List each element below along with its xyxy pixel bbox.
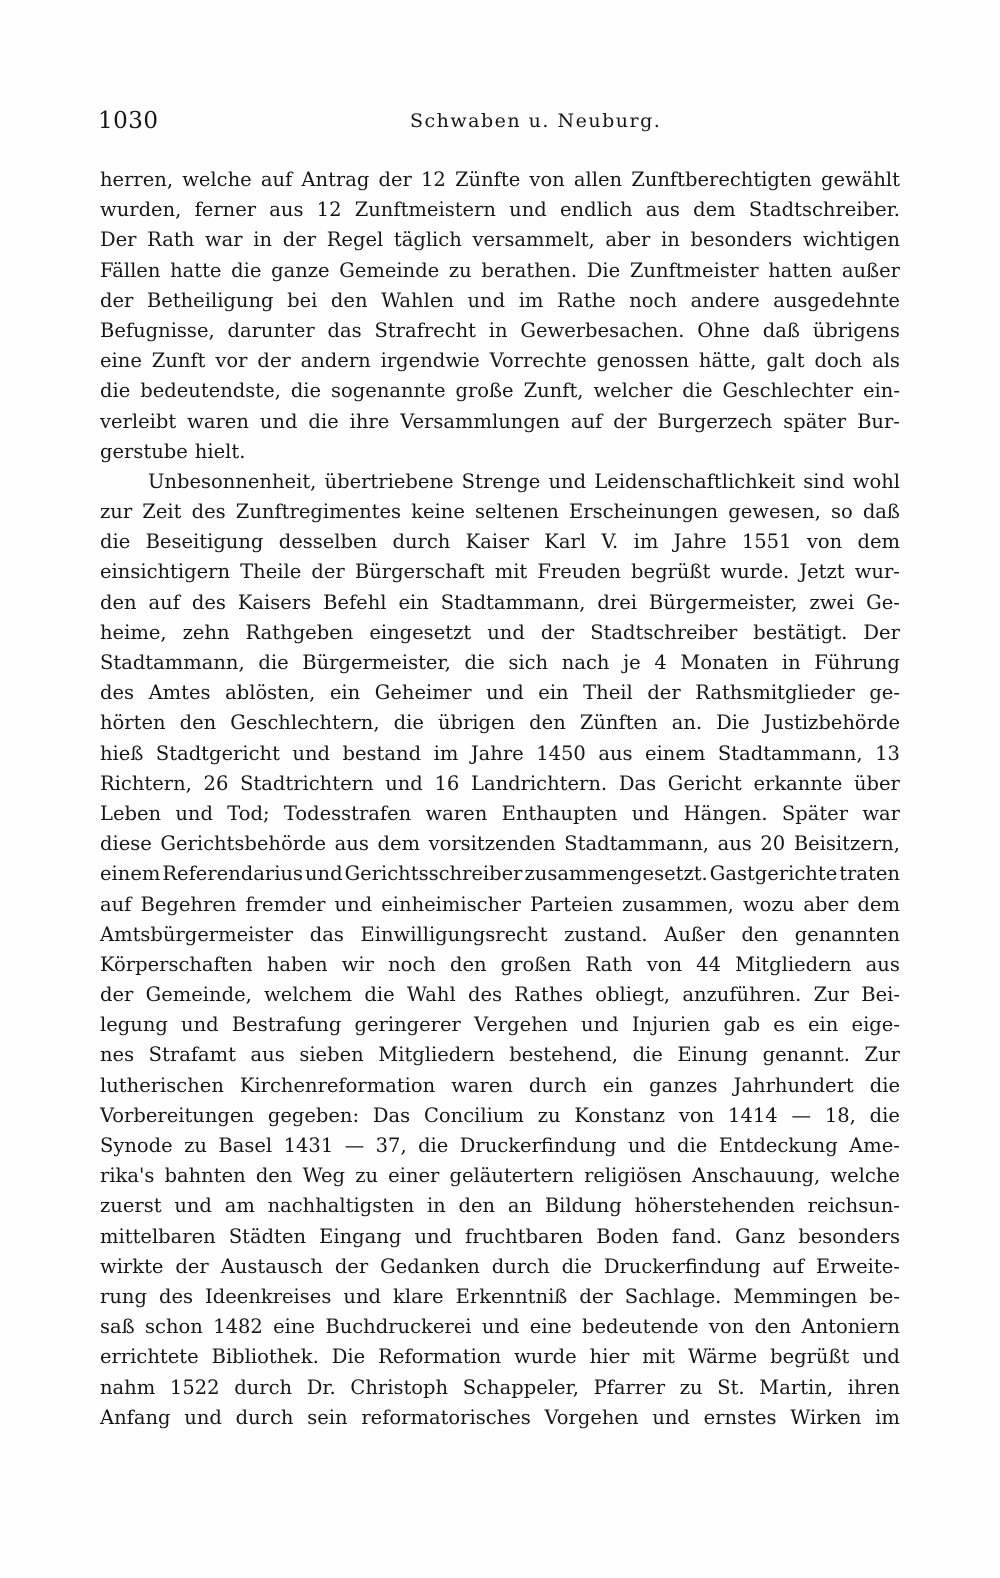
text-line: einem Referendarius und Gerichtsschreiber zusammengesetzt. Gastgerichte traten bbox=[100, 862, 900, 886]
text-line: nes Strafamt aus sieben Mitgliedern bestehend, die Einung genannt. Zur bbox=[100, 1043, 900, 1067]
text-line: legung und Bestrafung geringerer Vergehen und Injurien gab es ein eige- bbox=[100, 1013, 900, 1037]
text-line: rika's bahnten den Weg zu einer geläutertern religiösen Anschauung, welche bbox=[100, 1164, 900, 1188]
text-line: zur Zeit des Zunftregimentes keine seltenen Erscheinungen gewesen, so daß bbox=[100, 500, 900, 524]
text-line: heime, zehn Rathgeben eingesetzt und der Stadtschreiber bestätigt. Der bbox=[100, 620, 900, 644]
text-line: Amtsbürgermeister das Einwilligungsrecht zustand. Außer den genannten bbox=[100, 922, 900, 946]
text-line: zuerst und am nachhaltigsten in den an Bildung höherstehenden reichsun- bbox=[100, 1194, 900, 1218]
running-title: Schwaben u. Neuburg. bbox=[410, 110, 662, 132]
text-line: Unbesonnenheit, übertriebene Strenge und Leidenschaftlichkeit sind wohl bbox=[148, 469, 900, 493]
body-text bbox=[100, 165, 900, 1433]
text-line: Leben und Tod; Todesstrafen waren Enthaupten und Hängen. Später war bbox=[100, 801, 900, 825]
text-line: die Beseitigung desselben durch Kaiser Karl V. im Jahre 1551 von dem bbox=[100, 530, 900, 554]
text-line: hörten den Geschlechtern, die übrigen den Zünften an. Die Justizbehörde bbox=[100, 711, 900, 735]
text-line: verleibt waren und die ihre Versammlungen auf der Burgerzech später Bur- bbox=[100, 409, 900, 433]
text-line: Stadtammann, die Bürgermeister, die sich nach je 4 Monaten in Führung bbox=[100, 651, 900, 674]
text-line: wurden, ferner aus 12 Zunftmeistern und endlich aus dem Stadtschreiber. bbox=[100, 198, 900, 222]
text-line: Synode zu Basel 1431 — 37, die Druckerfindung und die Entdeckung Ame- bbox=[100, 1134, 900, 1157]
text-line: nahm 1522 durch Dr. Christoph Schappeler, Pfarrer zu St. Martin, ihren bbox=[100, 1375, 900, 1399]
text-line: diese Gerichtsbehörde aus dem vorsitzenden Stadtammann, aus 20 Beisitzern, bbox=[100, 832, 900, 856]
text-line: gerstube hielt. bbox=[100, 439, 246, 463]
text-line: der Gemeinde, welchem die Wahl des Rathes obliegt, anzuführen. Zur Bei- bbox=[100, 983, 900, 1007]
text-line: mittelbaren Städten Eingang und fruchtbaren Boden fand. Ganz besonders bbox=[100, 1224, 900, 1248]
text-line: den auf des Kaisers Befehl ein Stadtammann, drei Bürgermeister, zwei Ge- bbox=[100, 590, 900, 614]
text-line: Vorbereitungen gegeben: Das Concilium zu Konstanz von 1414 — 18, die bbox=[100, 1103, 900, 1127]
text-line: herren, welche auf Antrag der 12 Zünfte von allen Zunftberechtigten gewählt bbox=[100, 168, 900, 191]
text-line: eine Zunft vor der andern irgendwie Vorrechte genossen hätte, galt doch als bbox=[100, 349, 900, 373]
text-line: rung des Ideenkreises und klare Erkenntniß der Sachlage. Memmingen be- bbox=[100, 1284, 900, 1308]
page-number: 1030 bbox=[98, 108, 159, 134]
text-line: der Betheiligung bei den Wahlen und im Rathe noch andere ausgedehnte bbox=[100, 288, 900, 312]
text-line: saß schon 1482 eine Buchdruckerei und eine bedeutende von den Antoniern bbox=[100, 1315, 900, 1339]
text-line: auf Begehren fremder und einheimischer Parteien zusammen, wozu aber dem bbox=[100, 892, 900, 916]
text-line: Befugnisse, darunter das Strafrecht in Gewerbesachen. Ohne daß übrigens bbox=[100, 318, 900, 342]
text-line: Der Rath war in der Regel täglich versammelt, aber in besonders wichtigen bbox=[100, 228, 900, 252]
text-line: lutherischen Kirchenreformation waren durch ein ganzes Jahrhundert die bbox=[100, 1073, 900, 1097]
text-line: wirkte der Austausch der Gedanken durch die Druckerfindung auf Erweite- bbox=[100, 1254, 900, 1278]
text-line: Richtern, 26 Stadtrichtern und 16 Landrichtern. Das Gericht erkannte über bbox=[100, 771, 900, 795]
text-line: errichtete Bibliothek. Die Reformation wurde hier mit Wärme begrüßt und bbox=[100, 1345, 900, 1369]
text-line: des Amtes ablösten, ein Geheimer und ein Theil der Rathsmitglieder ge- bbox=[100, 681, 900, 705]
text-line: hieß Stadtgericht und bestand im Jahre 1450 aus einem Stadtammann, 13 bbox=[100, 741, 900, 765]
text-line: Anfang und durch sein reformatorisches Vorgehen und ernstes Wirken im bbox=[100, 1405, 900, 1429]
text-line: die bedeutendste, die sogenannte große Zunft, welcher die Geschlechter ein- bbox=[100, 379, 900, 403]
text-line: Körperschaften haben wir noch den großen Rath von 44 Mitgliedern aus bbox=[100, 952, 900, 976]
text-line: Fällen hatte die ganze Gemeinde zu berathen. Die Zunftmeister hatten außer bbox=[100, 258, 900, 282]
text-line: einsichtigern Theile der Bürgerschaft mit Freuden begrüßt wurde. Jetzt wur- bbox=[100, 560, 900, 584]
